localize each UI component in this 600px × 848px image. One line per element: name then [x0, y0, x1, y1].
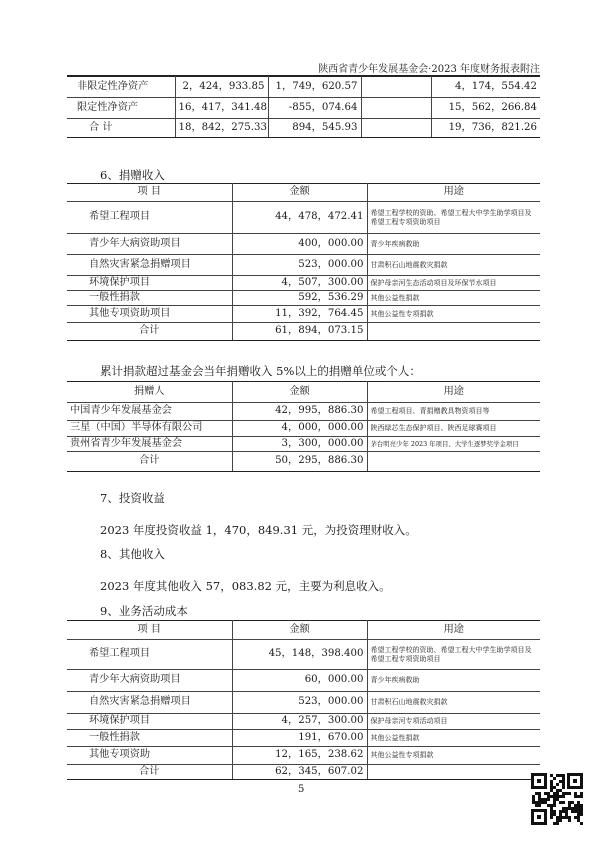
table-total-row: [67, 765, 540, 780]
cell-value: 16，417，341.48: [175, 98, 268, 119]
cell-use: [367, 452, 540, 472]
cell-use: 青少年疾病救助: [367, 670, 540, 692]
table-row: [67, 714, 540, 730]
table-header-row: [67, 621, 540, 640]
row-name: 其他专项资助项目: [67, 306, 232, 323]
row-name: 非限定性净资产: [67, 77, 175, 98]
column-header: 项 目: [67, 621, 232, 640]
cell-use: 甘肃积石山地震救灾捐款: [367, 692, 540, 714]
cell-value: [361, 119, 431, 138]
table-total-row: [67, 452, 540, 472]
page-header: 陕西省青少年发展基金会·2023 年度财务报表附注: [318, 64, 540, 75]
cell-use: 陕西绿芯生态保护项目、陕西足球赛项目: [367, 421, 540, 437]
cell-use: 保护母亲河生态活动项目及环保节水项目: [367, 276, 540, 291]
row-name: 环境保护项目: [67, 276, 232, 291]
cell-use: 茅台明亮少年 2023 年项目、大学生逐梦奖学金项目: [367, 437, 540, 452]
cell-use: 其他公益性捐款: [367, 730, 540, 747]
table-header-row: [67, 382, 540, 403]
table-row: [67, 255, 540, 276]
cell-amount: 523，000.00: [232, 692, 367, 714]
cell-use: 保护母亲河专项活动项目: [367, 714, 540, 730]
row-name: 自然灾害紧急捐赠项目: [67, 255, 232, 276]
cell-amount: 12，165，238.62: [232, 747, 367, 765]
cell-amount: 4，257，300.00: [232, 714, 367, 730]
cell-use: 其他公益性捐款: [367, 291, 540, 306]
row-name: 环境保护项目: [67, 714, 232, 730]
cell-use: [367, 323, 540, 341]
cell-value: [361, 98, 431, 119]
cell-value: 4，174，554.42: [431, 77, 540, 98]
table-total-row: [67, 323, 540, 341]
section-title: 6、捐赠收入: [100, 168, 165, 182]
page-number: 5: [298, 784, 305, 795]
row-name: 其他专项资助: [67, 747, 232, 765]
row-name: 合 计: [67, 119, 175, 138]
cell-amount: 4，507，300.00: [232, 276, 367, 291]
table-row: [67, 276, 540, 291]
table-row: [67, 202, 540, 234]
column-header: 金额: [232, 382, 367, 403]
total-label: 合计: [67, 323, 232, 341]
column-header: 金额: [232, 184, 367, 202]
table-row: [67, 291, 540, 306]
row-name: 希望工程项目: [67, 202, 232, 234]
section-text: 2023 年度投资收益 1，470，849.31 元，为投资理财收入。: [100, 523, 417, 537]
cell-use: 青少年疾病救助: [367, 234, 540, 255]
cell-use: 甘肃积石山地震救灾捐款: [367, 255, 540, 276]
table-row: [67, 77, 540, 98]
total-amount: 50，295，886.30: [232, 452, 367, 472]
total-label: 合计: [67, 452, 232, 472]
cell-use: 其他公益性专项捐款: [367, 747, 540, 765]
major-donors-table: [67, 381, 540, 472]
cell-amount: 3，300，000.00: [232, 437, 367, 452]
qr-code-icon: [531, 773, 583, 825]
row-name: 希望工程项目: [67, 640, 232, 670]
section-title: 9、业务活动成本: [100, 604, 188, 618]
cell-use: 希望工程学校的资助、希望工程大中学生助学项目及希望工程专项资助项目: [367, 202, 540, 234]
table-row: [67, 403, 540, 421]
cell-value: 19，736，821.26: [431, 119, 540, 138]
cell-amount: 523，000.00: [232, 255, 367, 276]
table-row: [67, 98, 540, 119]
cell-amount: 11，392，764.45: [232, 306, 367, 323]
row-name: 一般性捐款: [67, 291, 232, 306]
table-row: [67, 692, 540, 714]
row-name: 中国青少年发展基金会: [67, 403, 232, 421]
table-row: [67, 421, 540, 437]
table-row: [67, 670, 540, 692]
column-header: 用途: [367, 621, 540, 640]
section-title: 7、投资收益: [100, 491, 165, 505]
cell-use: 其他公益性专项捐款: [367, 306, 540, 323]
cell-amount: 45，148，398.400: [232, 640, 367, 670]
table-row: [67, 640, 540, 670]
total-amount: 62，345，607.02: [232, 765, 367, 780]
row-name: 一般性捐款: [67, 730, 232, 747]
cell-amount: 400，000.00: [232, 234, 367, 255]
table-row: [67, 730, 540, 747]
donation-income-table: [67, 183, 540, 341]
column-header: 金额: [232, 621, 367, 640]
row-name: 青少年大病资助项目: [67, 670, 232, 692]
cell-amount: 191，670.00: [232, 730, 367, 747]
cell-amount: 42，995，886.30: [232, 403, 367, 421]
cell-amount: 4，000，000.00: [232, 421, 367, 437]
cell-use: [367, 765, 540, 780]
column-header: 捐赠人: [67, 382, 232, 403]
cell-value: 2，424，933.85: [175, 77, 268, 98]
cell-value: 1，749，620.57: [268, 77, 361, 98]
table-row: [67, 234, 540, 255]
row-name: 限定性净资产: [67, 98, 175, 119]
cell-amount: 60，000.00: [232, 670, 367, 692]
row-name: 贵州省青少年发展基金会: [67, 437, 232, 452]
section-text: 2023 年度其他收入 57，083.82 元，主要为利息收入。: [100, 579, 391, 593]
row-name: 三星（中国）半导体有限公司: [67, 421, 232, 437]
table-row: [67, 119, 540, 138]
table-row: [67, 306, 540, 323]
cell-amount: 592，536.29: [232, 291, 367, 306]
section-title: 8、其他收入: [100, 547, 165, 561]
cell-value: [361, 77, 431, 98]
table-row: [67, 747, 540, 765]
cell-amount: 44，478，472.41: [232, 202, 367, 234]
row-name: 自然灾害紧急捐赠项目: [67, 692, 232, 714]
cell-value: 18，842，275.33: [175, 119, 268, 138]
total-label: 合计: [67, 765, 232, 780]
table-row: [67, 437, 540, 452]
total-amount: 61，894，073.15: [232, 323, 367, 341]
cell-value: 15，562，266.84: [431, 98, 540, 119]
net-assets-table: [67, 76, 540, 138]
table-header-row: [67, 184, 540, 202]
row-name: 青少年大病资助项目: [67, 234, 232, 255]
column-header: 用途: [367, 382, 540, 403]
donors-intro: 累计捐款超过基金会当年捐赠收入 5%以上的捐赠单位或个人：: [100, 364, 421, 378]
cell-use: 希望工程学校的资助、希望工程大中学生助学项目及希望工程专项资助项目: [367, 640, 540, 670]
cell-value: 894，545.93: [268, 119, 361, 138]
column-header: 项 目: [67, 184, 232, 202]
cell-value: -855，074.64: [268, 98, 361, 119]
cell-use: 希望工程项目、青捐赠教具物资项目等: [367, 403, 540, 421]
business-cost-table: [67, 620, 540, 780]
column-header: 用途: [367, 184, 540, 202]
